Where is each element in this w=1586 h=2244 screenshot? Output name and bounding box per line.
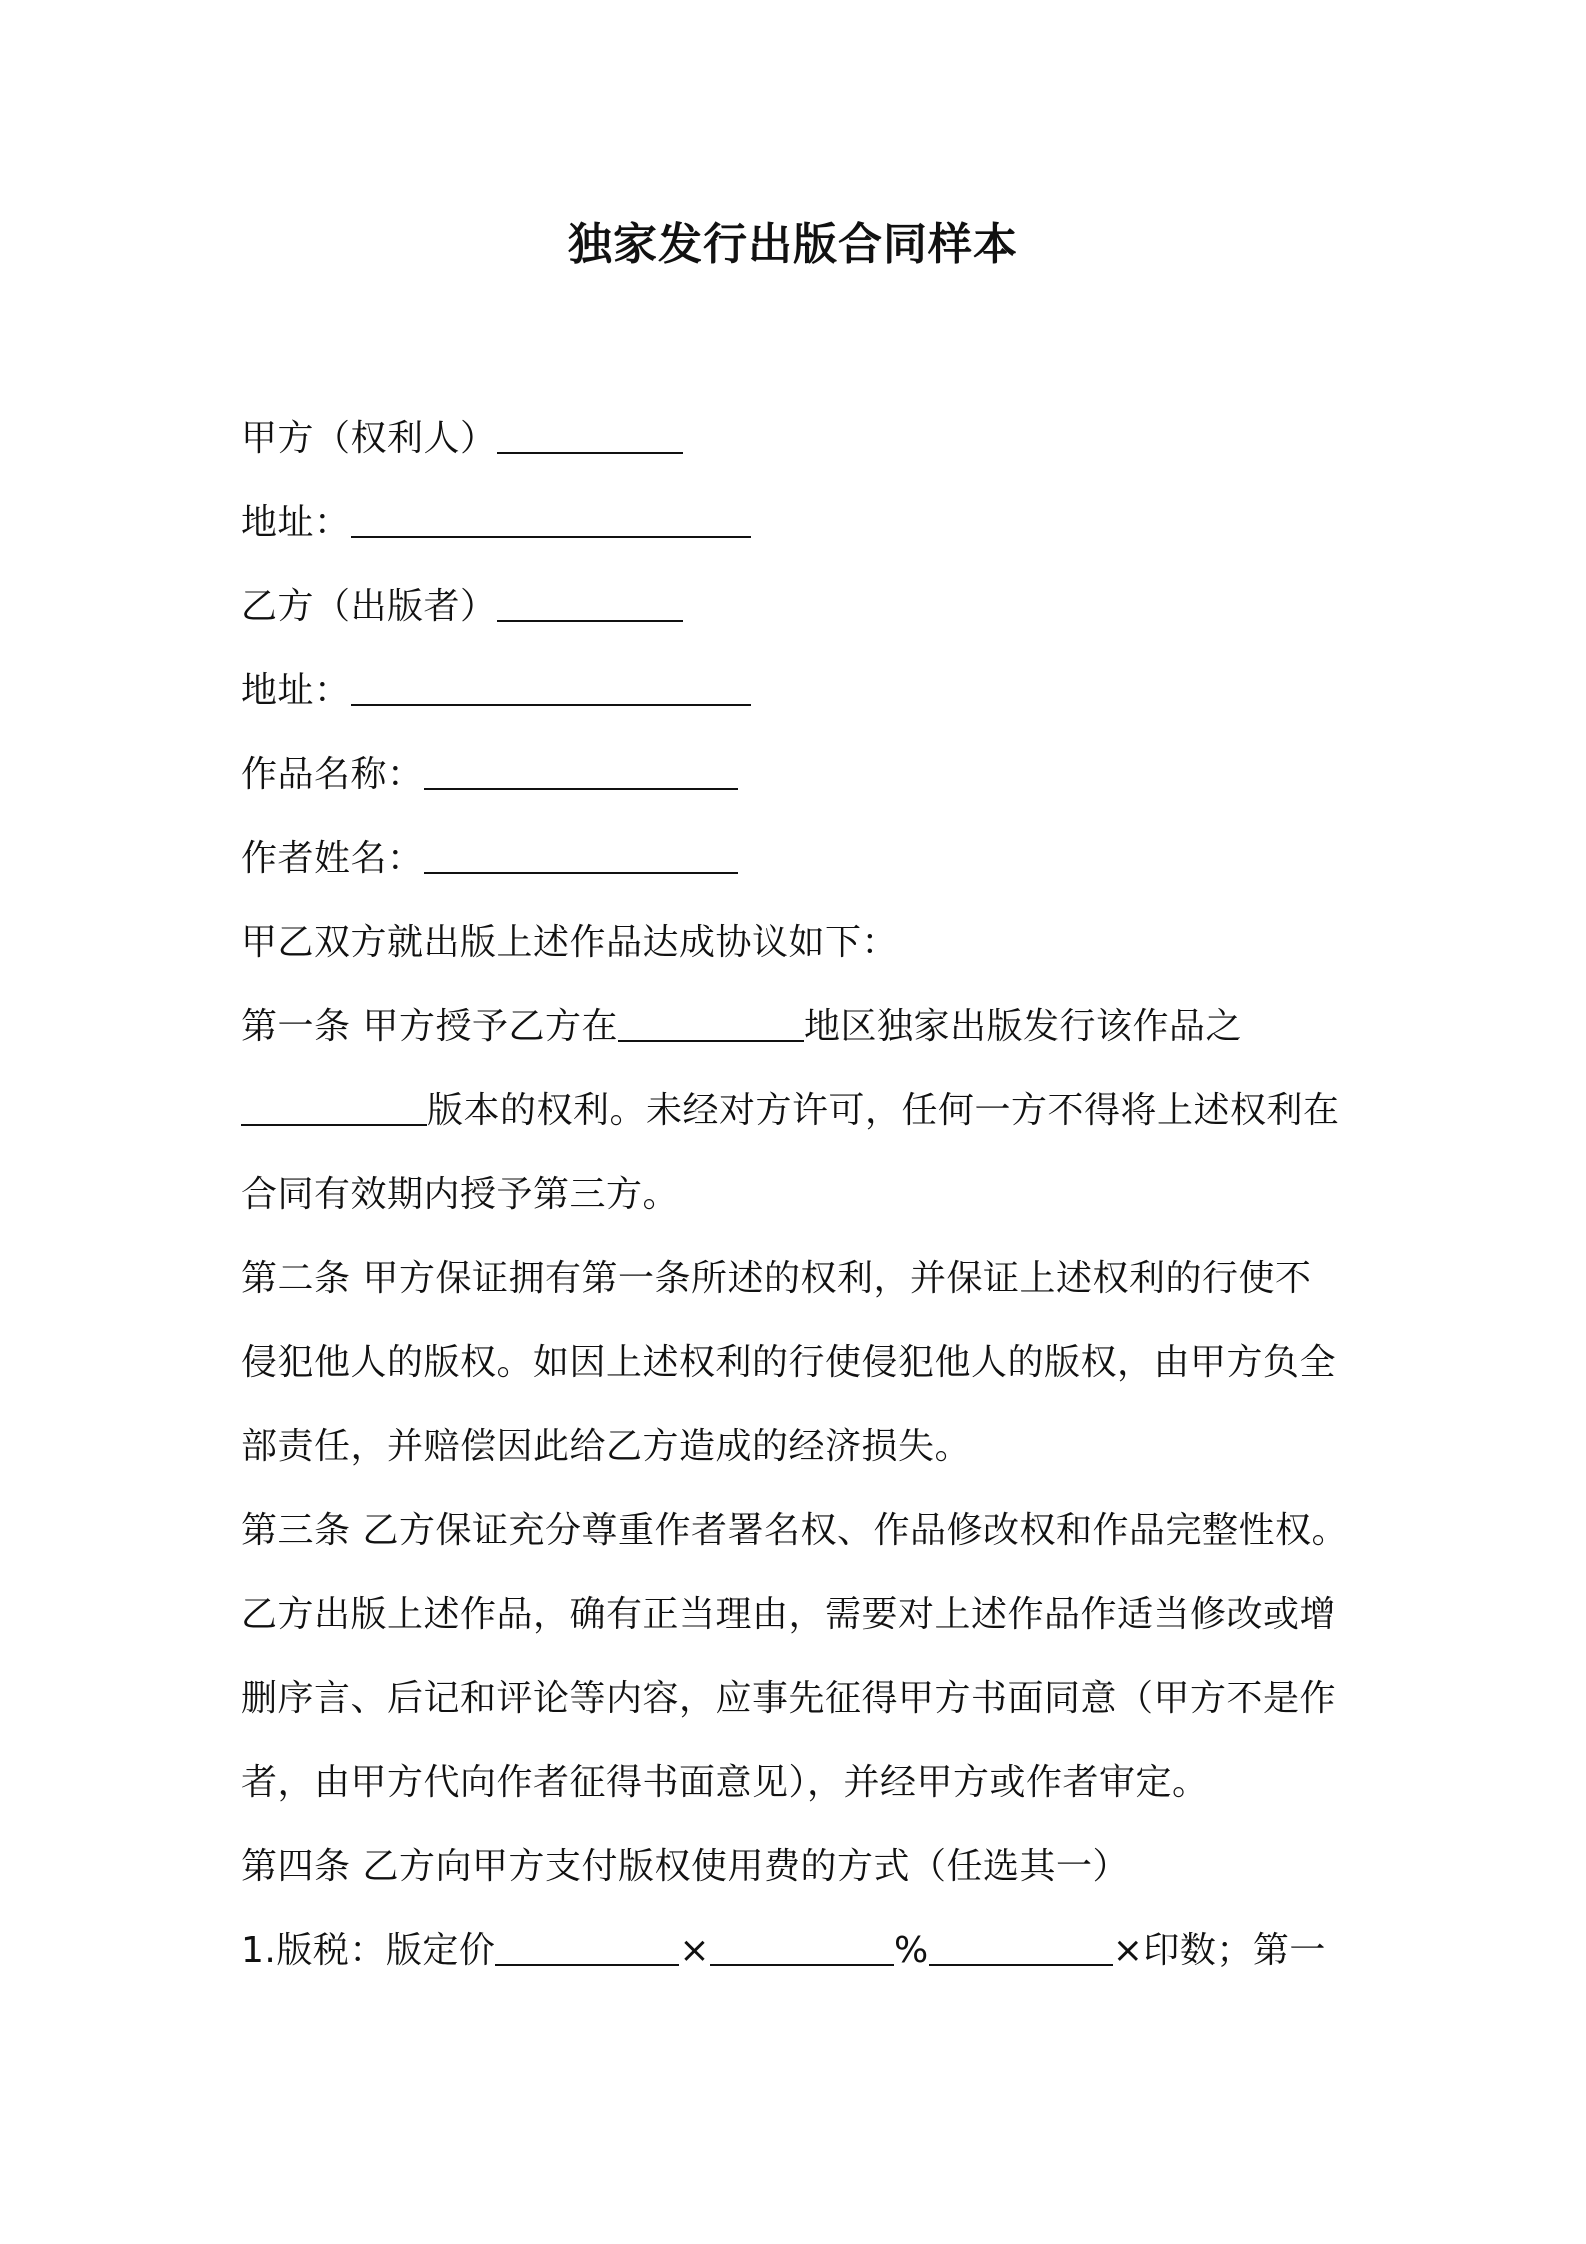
party-a-label: 甲方（权利人）	[241, 418, 497, 459]
times-sign: ×	[679, 1930, 711, 1971]
article1-line3: 合同有效期内授予第三方。	[241, 1174, 680, 1215]
party-a-line	[241, 409, 683, 469]
address-b-label: 地址：	[241, 670, 351, 711]
document-title: 独家发行出版合同样本	[568, 219, 1018, 270]
agreement-intro: 甲乙双方就出版上述作品达成协议如下：	[241, 922, 899, 963]
article3-line2: 乙方出版上述作品，确有正当理由，需要对上述作品作适当修改或增	[241, 1594, 1337, 1635]
article4-line1: 第四条 乙方向甲方支付版权使用费的方式（任选其一）	[241, 1846, 1129, 1887]
address-a-blank	[351, 502, 751, 538]
work-name-blank	[424, 754, 738, 790]
article1-line1	[241, 997, 1242, 1057]
region-blank	[618, 1006, 804, 1042]
article4-royalty-line	[241, 1921, 1326, 1981]
article2-line2: 侵犯他人的版权。如因上述权利的行使侵犯他人的版权，由甲方负全	[241, 1342, 1337, 1383]
address-b-blank	[351, 670, 751, 706]
article1-text-b: 地区独家出版发行该作品之	[803, 1006, 1242, 1047]
print-blank	[929, 1930, 1113, 1966]
article3-line3: 删序言、后记和评论等内容，应事先征得甲方书面同意（甲方不是作	[241, 1678, 1337, 1719]
party-b-label: 乙方（出版者）	[241, 586, 497, 627]
party-b-line	[241, 577, 683, 637]
article1-text-c: 版本的权利。未经对方许可，任何一方不得将上述权利在	[427, 1090, 1340, 1131]
party-a-blank	[497, 418, 683, 454]
author-name-line	[241, 829, 738, 889]
article1-line2	[241, 1081, 1340, 1141]
print-count-text: ×印数；第一	[1112, 1930, 1326, 1971]
article3-line1: 第三条 乙方保证充分尊重作者署名权、作品修改权和作品完整性权。	[241, 1510, 1348, 1551]
percent-sign: %	[894, 1930, 929, 1971]
article2-line3: 部责任，并赔偿因此给乙方造成的经济损失。	[241, 1426, 972, 1467]
address-b-line	[241, 661, 751, 721]
party-b-blank	[497, 586, 683, 622]
author-name-blank	[424, 838, 738, 874]
address-a-label: 地址：	[241, 502, 351, 543]
article1-text-a: 第一条 甲方授予乙方在	[241, 1006, 618, 1047]
work-name-label: 作品名称：	[241, 754, 424, 795]
edition-blank	[241, 1090, 427, 1126]
royalty-label: 1.版税：版定价	[241, 1930, 496, 1971]
article3-line4: 者，由甲方代向作者征得书面意见），并经甲方或作者审定。	[241, 1762, 1209, 1803]
work-name-line	[241, 745, 738, 805]
author-name-label: 作者姓名：	[241, 838, 424, 879]
price-blank	[495, 1930, 679, 1966]
rate-blank	[710, 1930, 894, 1966]
address-a-line	[241, 493, 751, 553]
article2-line1: 第二条 甲方保证拥有第一条所述的权利，并保证上述权利的行使不	[241, 1258, 1312, 1299]
